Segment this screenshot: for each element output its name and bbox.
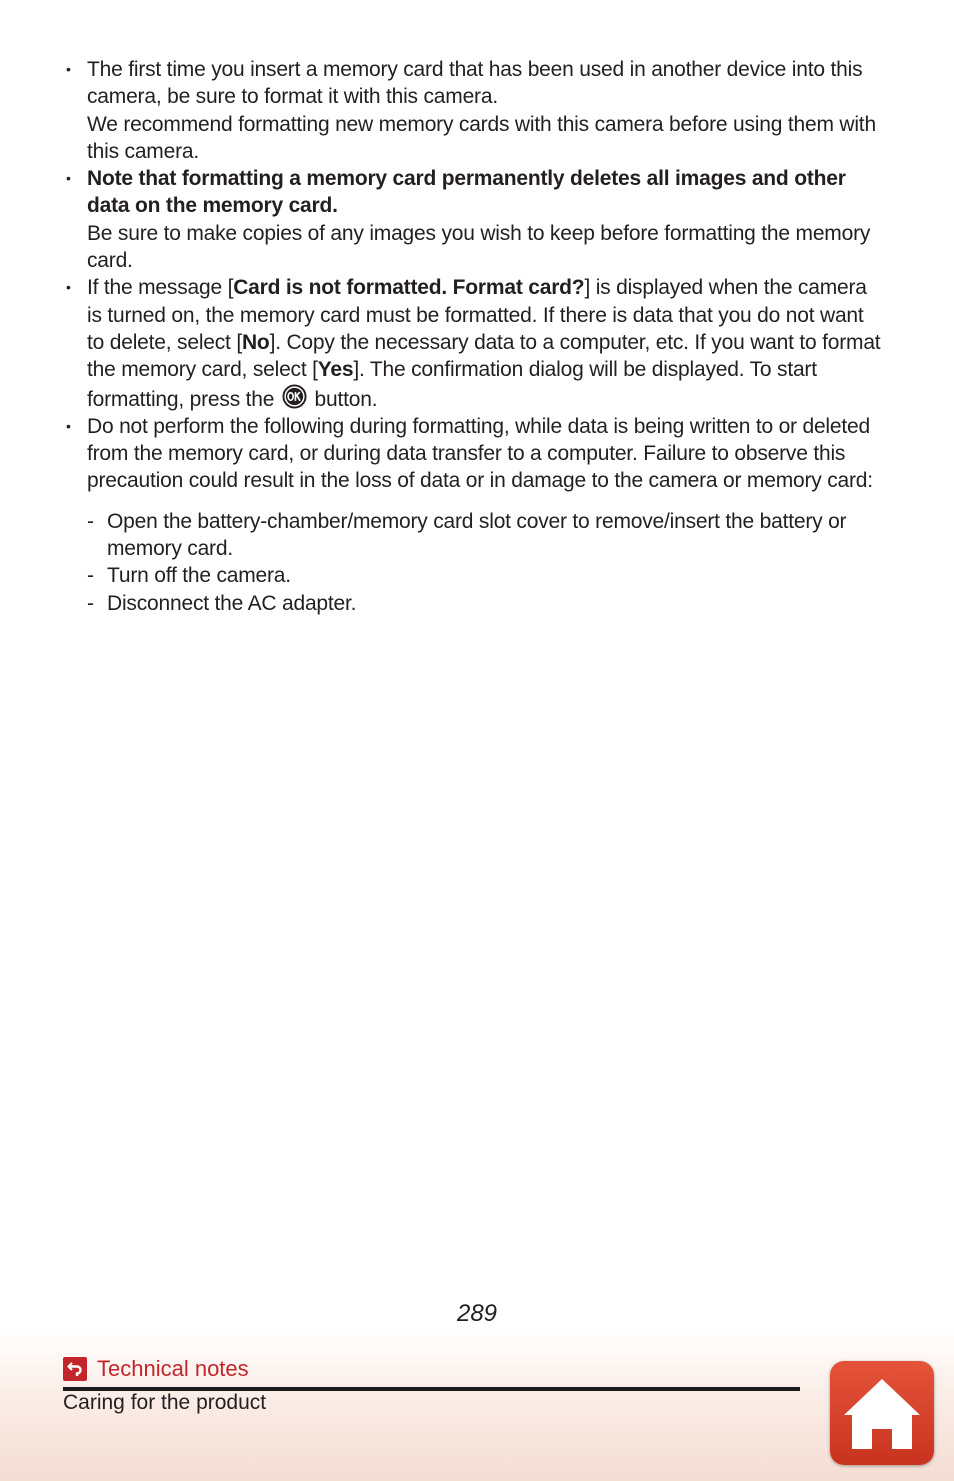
list-item bbox=[64, 274, 884, 412]
bullet-dot: • bbox=[66, 170, 71, 187]
list-item bbox=[64, 165, 884, 274]
sub-list-text: Disconnect the AC adapter. bbox=[107, 591, 357, 615]
main-content bbox=[64, 56, 884, 617]
footer bbox=[0, 1330, 954, 1481]
list-item bbox=[64, 413, 884, 495]
paragraph: We recommend formatting new memory cards with this camera before using them with this camera. bbox=[87, 112, 876, 163]
bullet-dot: • bbox=[66, 417, 71, 434]
paragraph-bold bbox=[87, 165, 884, 220]
message-name: Card is not formatted. Format card? bbox=[233, 276, 585, 300]
breadcrumb-label: Technical notes bbox=[97, 1356, 249, 1381]
text-segment: ]. Copy the necessary data to a computer, etc. If you want to format the memory card, select [ bbox=[87, 330, 881, 382]
bold-warning: Note that formatting a memory card permanently deletes all images and other data on the memory card. bbox=[87, 167, 846, 218]
paragraph: The first time you insert a memory card that has been used in another device into this camera, be sure to format it with this camera. bbox=[87, 58, 863, 109]
bullet-dot: • bbox=[66, 279, 71, 296]
home-icon bbox=[840, 1373, 924, 1453]
sub-list-item bbox=[87, 590, 884, 617]
sub-list bbox=[64, 508, 884, 617]
text-segment: If the message [ bbox=[87, 276, 234, 300]
text-segment: ]. The confirmation dialog will be displayed. To start formatting, press the bbox=[87, 358, 817, 411]
section-title: Caring for the product bbox=[63, 1391, 267, 1414]
paragraph: Do not perform the following during formatting, while data is being written to or deleted from the memory card, or during data transfer to a computer. Failure to observe this precaution could result in the loss of data or in damage to the camera or memory card: bbox=[87, 414, 873, 493]
bullet-dot: • bbox=[66, 61, 71, 77]
list-item bbox=[64, 56, 884, 165]
dash-marker: - bbox=[87, 591, 94, 615]
sub-list-text: Turn off the camera. bbox=[107, 564, 291, 588]
ok-icon bbox=[282, 384, 307, 409]
sub-list-item bbox=[87, 508, 884, 563]
dash-marker: - bbox=[87, 564, 94, 588]
breadcrumb-link[interactable] bbox=[63, 1356, 249, 1382]
sub-list-text: Open the battery-chamber/memory card slot cover to remove/insert the battery or memory card. bbox=[107, 509, 847, 561]
dash-marker: - bbox=[87, 509, 94, 533]
option-yes: Yes bbox=[317, 358, 354, 382]
home-button[interactable] bbox=[830, 1361, 934, 1465]
sub-list-item bbox=[87, 562, 884, 589]
return-arrow-icon bbox=[63, 1357, 87, 1381]
paragraph bbox=[87, 274, 884, 412]
paragraph: Be sure to make copies of any images you wish to keep before formatting the memory card. bbox=[87, 221, 871, 273]
text-segment: ] is displayed when the camera is turned on, the memory card must be formatted. If there is data that you do not want to delete, select [ bbox=[87, 276, 867, 354]
option-no: No bbox=[241, 330, 270, 354]
text-segment: button. bbox=[314, 387, 378, 411]
page-number: 289 bbox=[456, 1300, 498, 1327]
